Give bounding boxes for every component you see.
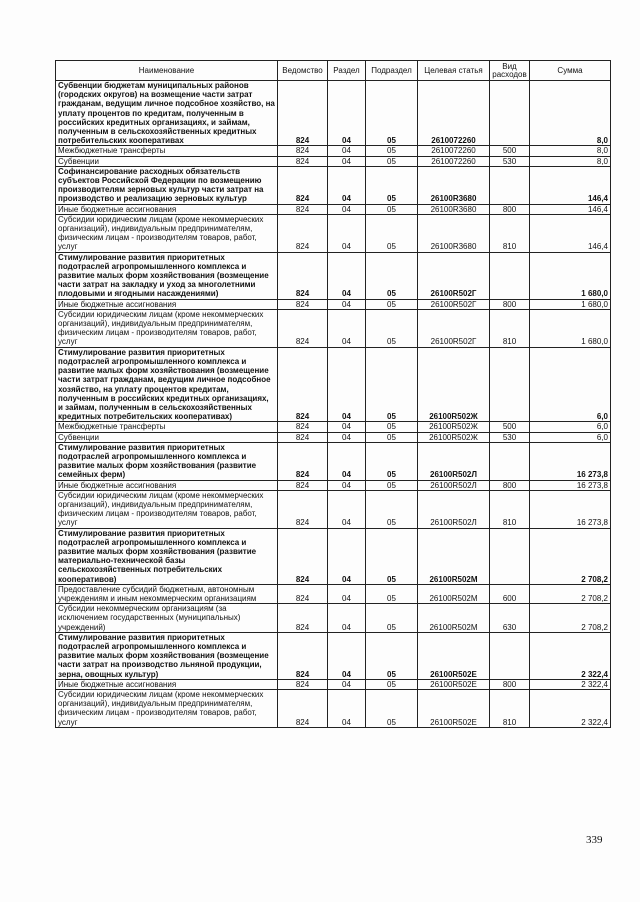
cell-summa: 1 680,0 — [530, 309, 611, 347]
cell-razdel: 04 — [328, 347, 366, 422]
cell-podrazdel: 05 — [366, 204, 418, 214]
cell-razdel: 04 — [328, 156, 366, 166]
table-row — [56, 214, 611, 252]
table-row — [56, 347, 611, 422]
cell-celevaya-statya: 2610072260 — [418, 146, 490, 156]
cell-celevaya-statya: 26100R502Е — [418, 690, 490, 728]
cell-podrazdel: 05 — [366, 480, 418, 490]
cell-podrazdel: 05 — [366, 528, 418, 584]
cell-summa: 6,0 — [530, 422, 611, 432]
cell-podrazdel: 05 — [366, 156, 418, 166]
cell-vedomstvo: 824 — [278, 309, 328, 347]
cell-podrazdel: 05 — [366, 690, 418, 728]
cell-vid-rashodov: 800 — [490, 480, 530, 490]
cell-vedomstvo: 824 — [278, 166, 328, 204]
cell-name: Иные бюджетные ассигнования — [56, 679, 278, 689]
table-row — [56, 252, 611, 299]
cell-podrazdel: 05 — [366, 422, 418, 432]
header-razdel: Раздел — [328, 61, 366, 81]
cell-podrazdel: 05 — [366, 214, 418, 252]
cell-vid-rashodov — [490, 166, 530, 204]
cell-vedomstvo: 824 — [278, 584, 328, 603]
table-body — [56, 81, 611, 728]
table-row — [56, 204, 611, 214]
table-row — [56, 679, 611, 689]
cell-podrazdel: 05 — [366, 432, 418, 442]
cell-vid-rashodov: 810 — [490, 214, 530, 252]
cell-podrazdel: 05 — [366, 146, 418, 156]
cell-summa: 8,0 — [530, 146, 611, 156]
cell-razdel: 04 — [328, 690, 366, 728]
cell-name: Предоставление субсидий бюджетным, автономным учреждениям и иным некоммерческим организациям — [56, 584, 278, 603]
cell-vedomstvo: 824 — [278, 214, 328, 252]
cell-vid-rashodov — [490, 81, 530, 146]
cell-name: Субсидии некоммерческим организациям (за исключением государственных (муниципальных) учреждений) — [56, 604, 278, 633]
cell-podrazdel: 05 — [366, 584, 418, 603]
cell-vid-rashodov — [490, 252, 530, 299]
header-celevaya-statya: Целевая статья — [418, 61, 490, 81]
cell-vedomstvo: 824 — [278, 679, 328, 689]
cell-summa: 1 680,0 — [530, 299, 611, 309]
table-row — [56, 690, 611, 728]
table-row — [56, 632, 611, 679]
table-header-row — [56, 61, 611, 81]
cell-celevaya-statya: 2610072260 — [418, 81, 490, 146]
cell-razdel: 04 — [328, 679, 366, 689]
cell-vedomstvo: 824 — [278, 432, 328, 442]
cell-name: Субвенции — [56, 156, 278, 166]
header-name: Наименование — [56, 61, 278, 81]
cell-vid-rashodov: 810 — [490, 690, 530, 728]
cell-celevaya-statya: 26100R502Ж — [418, 422, 490, 432]
cell-celevaya-statya: 26100R502Л — [418, 480, 490, 490]
cell-name: Субсидии юридическим лицам (кроме некоммерческих организаций), индивидуальным предпринимателям, физическим лицам - производителям товаров, работ, услуг — [56, 490, 278, 528]
cell-celevaya-statya: 26100R502Е — [418, 679, 490, 689]
cell-vedomstvo: 824 — [278, 480, 328, 490]
cell-name: Межбюджетные трансферты — [56, 146, 278, 156]
cell-razdel: 04 — [328, 166, 366, 204]
budget-table — [55, 60, 611, 728]
cell-name: Софинансирование расходных обязательств субъектов Российской Федерации по возмещению производителям зерновых культур части затрат на производство и реализацию зерновых культур — [56, 166, 278, 204]
cell-vedomstvo: 824 — [278, 528, 328, 584]
cell-celevaya-statya: 26100R502Л — [418, 490, 490, 528]
cell-podrazdel: 05 — [366, 81, 418, 146]
cell-vedomstvo: 824 — [278, 604, 328, 633]
table-row — [56, 480, 611, 490]
header-vid-rashodov: Вид расходов — [490, 61, 530, 81]
cell-celevaya-statya: 26100R502Ж — [418, 347, 490, 422]
cell-celevaya-statya: 26100R502Г — [418, 309, 490, 347]
table-row — [56, 309, 611, 347]
cell-celevaya-statya: 26100R502Г — [418, 299, 490, 309]
cell-summa: 146,4 — [530, 166, 611, 204]
cell-razdel: 04 — [328, 146, 366, 156]
cell-vedomstvo: 824 — [278, 252, 328, 299]
cell-razdel: 04 — [328, 299, 366, 309]
cell-vid-rashodov — [490, 632, 530, 679]
cell-name: Субсидии юридическим лицам (кроме некоммерческих организаций), индивидуальным предпринимателям, физическим лицам - производителям товаров, работ, услуг — [56, 214, 278, 252]
cell-summa: 6,0 — [530, 432, 611, 442]
cell-podrazdel: 05 — [366, 442, 418, 480]
cell-razdel: 04 — [328, 490, 366, 528]
cell-vid-rashodov: 800 — [490, 204, 530, 214]
cell-podrazdel: 05 — [366, 632, 418, 679]
cell-summa: 8,0 — [530, 81, 611, 146]
cell-summa: 8,0 — [530, 156, 611, 166]
cell-name: Стимулирование развития приоритетных подотраслей агропромышленного комплекса и развитие малых форм хозяйствования (развитие материально-технической базы сельскохозяйственных потребительских кооперативов) — [56, 528, 278, 584]
cell-razdel: 04 — [328, 480, 366, 490]
cell-celevaya-statya: 26100R502Л — [418, 442, 490, 480]
table-row — [56, 156, 611, 166]
table-row — [56, 146, 611, 156]
cell-vedomstvo: 824 — [278, 490, 328, 528]
cell-vid-rashodov — [490, 528, 530, 584]
cell-vid-rashodov: 810 — [490, 309, 530, 347]
table-row — [56, 528, 611, 584]
cell-celevaya-statya: 26100R502М — [418, 528, 490, 584]
cell-celevaya-statya: 26100R502Г — [418, 252, 490, 299]
cell-vid-rashodov: 810 — [490, 490, 530, 528]
cell-summa: 2 322,4 — [530, 690, 611, 728]
cell-vid-rashodov: 800 — [490, 299, 530, 309]
cell-celevaya-statya: 26100R502М — [418, 604, 490, 633]
table-row — [56, 432, 611, 442]
cell-name: Стимулирование развития приоритетных подотраслей агропромышленного комплекса и развитие малых форм хозяйствования (возмещение части затрат на закладку и уход за многолетними плодовыми и ягодными насаждениями) — [56, 252, 278, 299]
cell-vid-rashodov: 600 — [490, 584, 530, 603]
cell-summa: 16 273,8 — [530, 490, 611, 528]
cell-celevaya-statya: 26100R502Е — [418, 632, 490, 679]
cell-razdel: 04 — [328, 214, 366, 252]
cell-podrazdel: 05 — [366, 252, 418, 299]
cell-vid-rashodov: 500 — [490, 146, 530, 156]
cell-vedomstvo: 824 — [278, 299, 328, 309]
cell-name: Иные бюджетные ассигнования — [56, 299, 278, 309]
table-row — [56, 299, 611, 309]
cell-name: Субвенции — [56, 432, 278, 442]
cell-name: Субсидии юридическим лицам (кроме некоммерческих организаций), индивидуальным предпринимателям, физическим лицам - производителям товаров, работ, услуг — [56, 690, 278, 728]
cell-podrazdel: 05 — [366, 347, 418, 422]
cell-name: Стимулирование развития приоритетных подотраслей агропромышленного комплекса и развитие малых форм хозяйствования (развитие семейных ферм) — [56, 442, 278, 480]
cell-vid-rashodov: 500 — [490, 422, 530, 432]
cell-name: Субвенции бюджетам муниципальных районов (городских округов) на возмещение части затрат гражданам, ведущим личное подсобное хозяйство, на уплату процентов по кредитам, полученным в российских кредитных организациях, и займам, полученным в сельскохозяйственных кредитных потребительских кооперативах — [56, 81, 278, 146]
cell-vid-rashodov — [490, 442, 530, 480]
cell-razdel: 04 — [328, 252, 366, 299]
cell-podrazdel: 05 — [366, 166, 418, 204]
cell-razdel: 04 — [328, 432, 366, 442]
cell-vedomstvo: 824 — [278, 81, 328, 146]
cell-summa: 2 708,2 — [530, 604, 611, 633]
cell-razdel: 04 — [328, 528, 366, 584]
cell-vedomstvo: 824 — [278, 204, 328, 214]
cell-razdel: 04 — [328, 204, 366, 214]
header-summa: Сумма — [530, 61, 611, 81]
cell-celevaya-statya: 26100R502М — [418, 584, 490, 603]
cell-razdel: 04 — [328, 422, 366, 432]
cell-summa: 1 680,0 — [530, 252, 611, 299]
cell-vedomstvo: 824 — [278, 146, 328, 156]
cell-summa: 6,0 — [530, 347, 611, 422]
cell-name: Иные бюджетные ассигнования — [56, 204, 278, 214]
cell-summa: 16 273,8 — [530, 442, 611, 480]
cell-podrazdel: 05 — [366, 490, 418, 528]
table-row — [56, 490, 611, 528]
table-row — [56, 584, 611, 603]
cell-summa: 16 273,8 — [530, 480, 611, 490]
cell-summa: 2 708,2 — [530, 528, 611, 584]
cell-name: Стимулирование развития приоритетных подотраслей агропромышленного комплекса и развитие малых форм хозяйствования (возмещение части затрат на производство льняной продукции, зерна, овощных культур) — [56, 632, 278, 679]
cell-razdel: 04 — [328, 309, 366, 347]
cell-razdel: 04 — [328, 584, 366, 603]
cell-podrazdel: 05 — [366, 679, 418, 689]
cell-name: Иные бюджетные ассигнования — [56, 480, 278, 490]
cell-summa: 146,4 — [530, 204, 611, 214]
cell-name: Стимулирование развития приоритетных подотраслей агропромышленного комплекса и развитие малых форм хозяйствования (возмещение части затрат гражданам, ведущим личное подсобное хозяйство, на уплату процентов кредитам, полученным в российских кредитных организациях, и займам, полученным в сельскохозяйственных кредитных потребительских кооперативах) — [56, 347, 278, 422]
cell-celevaya-statya: 26100R3680 — [418, 166, 490, 204]
cell-razdel: 04 — [328, 442, 366, 480]
cell-celevaya-statya: 26100R3680 — [418, 214, 490, 252]
cell-vid-rashodov — [490, 347, 530, 422]
table-row — [56, 81, 611, 146]
cell-razdel: 04 — [328, 632, 366, 679]
cell-summa: 2 322,4 — [530, 632, 611, 679]
header-podrazdel: Подраздел — [366, 61, 418, 81]
cell-vid-rashodov: 530 — [490, 156, 530, 166]
cell-celevaya-statya: 2610072260 — [418, 156, 490, 166]
table-row — [56, 166, 611, 204]
table-row — [56, 442, 611, 480]
cell-vedomstvo: 824 — [278, 690, 328, 728]
header-vedomstvo: Ведомство — [278, 61, 328, 81]
cell-vid-rashodov: 630 — [490, 604, 530, 633]
cell-podrazdel: 05 — [366, 309, 418, 347]
cell-podrazdel: 05 — [366, 604, 418, 633]
cell-vedomstvo: 824 — [278, 632, 328, 679]
table-row — [56, 604, 611, 633]
cell-vedomstvo: 824 — [278, 442, 328, 480]
cell-name: Субсидии юридическим лицам (кроме некоммерческих организаций), индивидуальным предпринимателям, физическим лицам - производителям товаров, работ, услуг — [56, 309, 278, 347]
page-number: 339 — [586, 834, 603, 846]
cell-podrazdel: 05 — [366, 299, 418, 309]
cell-summa: 2 708,2 — [530, 584, 611, 603]
cell-summa: 2 322,4 — [530, 679, 611, 689]
cell-summa: 146,4 — [530, 214, 611, 252]
cell-vid-rashodov: 530 — [490, 432, 530, 442]
cell-vedomstvo: 824 — [278, 156, 328, 166]
table-row — [56, 422, 611, 432]
cell-celevaya-statya: 26100R3680 — [418, 204, 490, 214]
cell-vedomstvo: 824 — [278, 422, 328, 432]
cell-name: Межбюджетные трансферты — [56, 422, 278, 432]
cell-vedomstvo: 824 — [278, 347, 328, 422]
cell-vid-rashodov: 800 — [490, 679, 530, 689]
cell-celevaya-statya: 26100R502Ж — [418, 432, 490, 442]
cell-razdel: 04 — [328, 604, 366, 633]
cell-razdel: 04 — [328, 81, 366, 146]
